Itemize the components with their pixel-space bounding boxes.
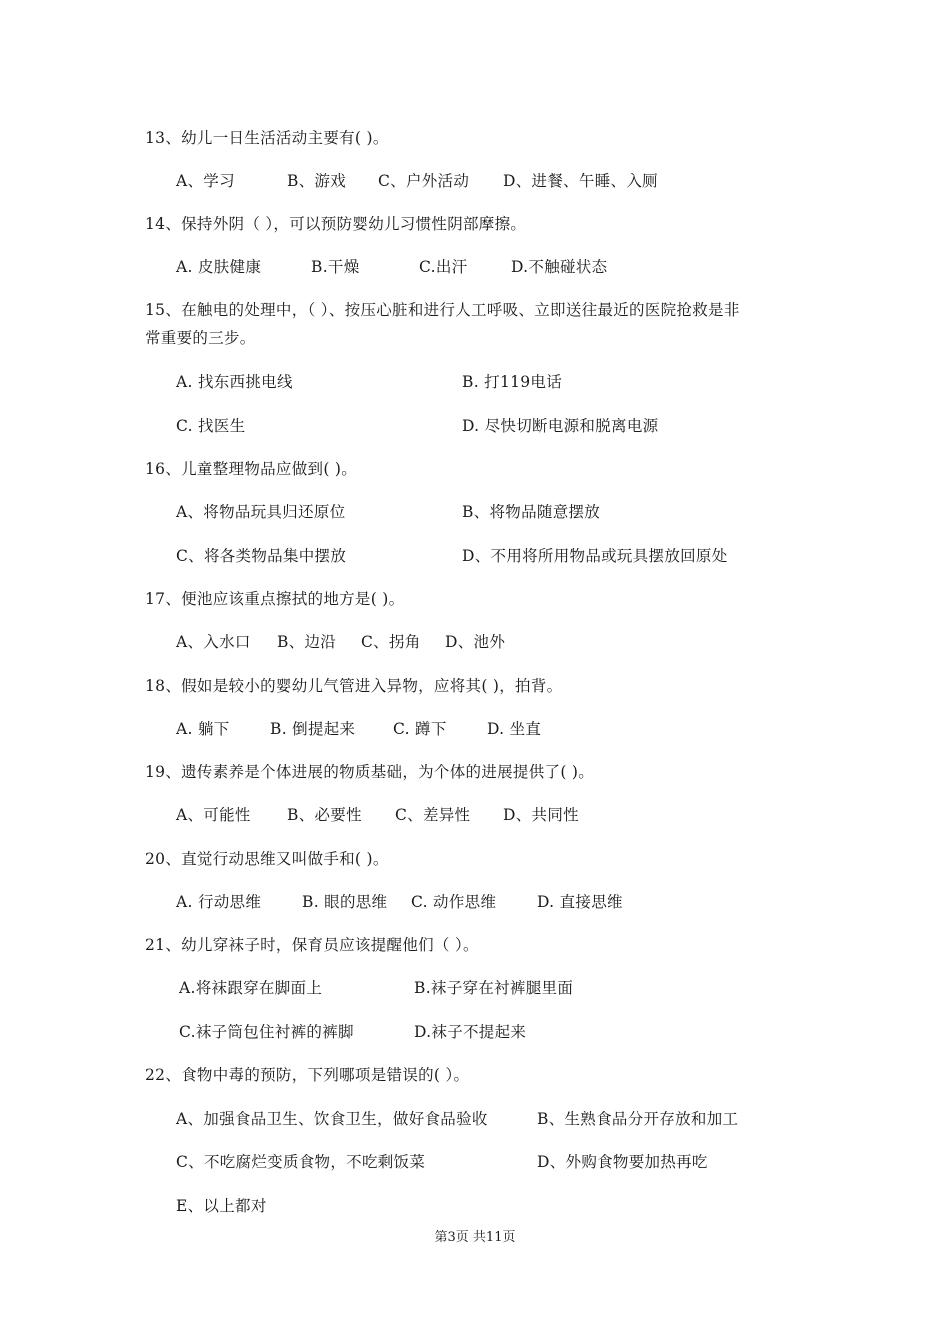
page-number-footer: 第3页 共11页 [434,1230,516,1245]
q20-option-d: D. 直接思维 [537,893,623,911]
question-18-stem: 18、假如是较小的婴幼儿气管进入异物，应将其( )，拍背。 [145,677,563,695]
q15-option-d: D. 尽快切断电源和脱离电源 [462,417,659,435]
question-17-stem: 17、便池应该重点擦拭的地方是( )。 [145,590,405,608]
q15-option-a: A. 找东西挑电线 [176,373,293,391]
question-19-stem: 19、遗传素养是个体进展的物质基础，为个体的进展提供了( )。 [145,763,595,781]
q18-option-b: B. 倒提起来 [270,720,356,738]
q19-option-c: C、差异性 [395,806,471,824]
q20-option-a: A. 行动思维 [176,893,262,911]
q21-option-b: B.袜子穿在衬裤腿里面 [414,979,574,997]
q14-option-b: B.干燥 [311,258,360,276]
question-16-stem: 16、儿童整理物品应做到( )。 [145,460,358,478]
q18-option-c: C. 蹲下 [393,720,447,738]
q13-option-d: D、进餐、午睡、入厕 [503,172,658,190]
q17-option-b: B、边沿 [277,633,337,651]
q22-option-b: B、生熟食品分开存放和加工 [537,1110,739,1128]
q18-option-d: D. 坐直 [487,720,542,738]
q22-option-e: E、以上都对 [176,1197,267,1215]
question-20-stem: 20、直觉行动思维又叫做手和( )。 [145,850,389,868]
question-14-stem: 14、保持外阴（ ），可以预防婴幼儿习惯性阴部摩擦。 [145,215,527,233]
q19-option-b: B、必要性 [287,806,362,824]
question-21-stem: 21、幼儿穿袜子时，保育员应该提醒他们（ ）。 [145,936,479,954]
q19-option-a: A、可能性 [176,806,251,824]
q16-option-d: D、不用将所用物品或玩具摆放回原处 [462,547,728,565]
q16-option-a: A、将物品玩具归还原位 [176,503,346,521]
question-13-stem: 13、幼儿一日生活活动主要有( )。 [145,129,389,147]
q21-option-a: A.将袜跟穿在脚面上 [179,979,323,997]
q17-option-c: C、拐角 [361,633,421,651]
q14-option-d: D.不触碰状态 [511,258,608,276]
question-15-stem-line-2: 常重要的三步。 [145,329,256,347]
question-22-stem: 22、食物中毒的预防，下列哪项是错误的( ）。 [145,1066,470,1084]
q18-option-a: A. 躺下 [176,720,230,738]
q22-option-d: D、外购食物要加热再吃 [537,1153,708,1171]
q17-option-a: A、入水口 [176,633,251,651]
q17-option-d: D、池外 [445,633,506,651]
q22-option-c: C、不吃腐烂变质食物，不吃剩饭菜 [176,1153,426,1171]
q14-option-a: A. 皮肤健康 [176,258,262,276]
q13-option-a: A、学习 [176,172,235,190]
q20-option-c: C. 动作思维 [411,893,497,911]
q19-option-d: D、共同性 [503,806,579,824]
q21-option-d: D.袜子不提起来 [414,1023,527,1041]
q15-option-b: B. 打119电话 [462,373,563,391]
q16-option-b: B、将物品随意摆放 [462,503,601,521]
q13-option-c: C、户外活动 [378,172,470,190]
q22-option-a: A、加强食品卫生、饮食卫生，做好食品验收 [176,1110,488,1128]
q15-option-c: C. 找医生 [176,417,246,435]
q20-option-b: B. 眼的思维 [302,893,388,911]
q21-option-c: C.袜子筒包住衬裤的裤脚 [179,1023,354,1041]
question-15-stem-line-1: 15、在触电的处理中，（ ）、按压心脏和进行人工呼吸、立即送往最近的医院抢救是非 [145,301,740,319]
q16-option-c: C、将各类物品集中摆放 [176,547,347,565]
q14-option-c: C.出汗 [419,258,468,276]
q13-option-b: B、游戏 [287,172,347,190]
